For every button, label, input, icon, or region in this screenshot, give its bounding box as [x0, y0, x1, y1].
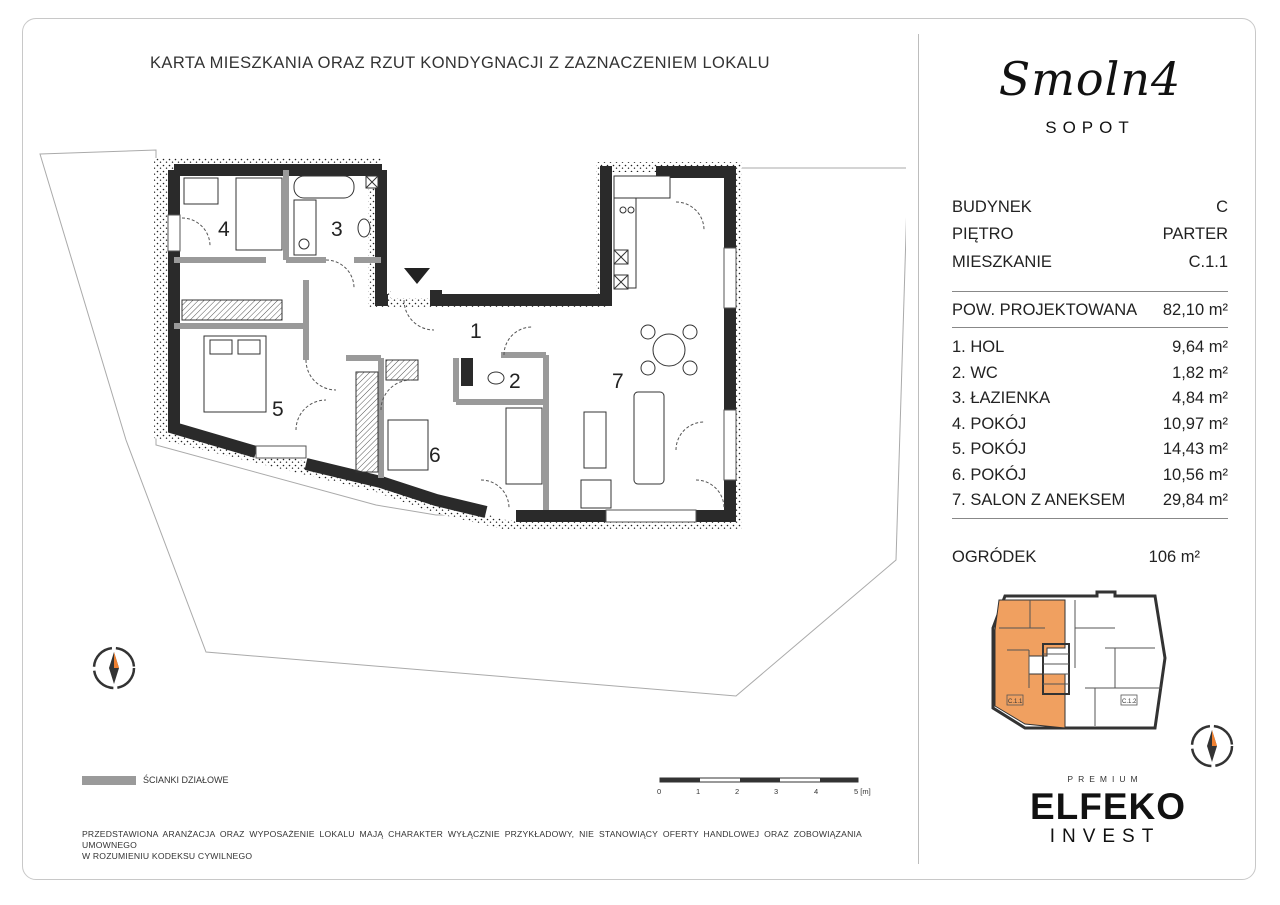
disclaimer-line-2: W ROZUMIENIU KODEKSU CYWILNEGO — [82, 851, 253, 861]
key-plan — [985, 588, 1175, 738]
detail-row-apartment: MIESZKANIE C.1.1 — [952, 253, 1228, 271]
area-total-label: POW. PROJEKTOWANA — [952, 301, 1138, 319]
scale-tick-0: 0 — [657, 787, 662, 796]
divider-1 — [952, 291, 1228, 292]
page-title: KARTA MIESZKANIA ORAZ RZUT KONDYGNACJI Z ZAZNACZENIEM LOKALU — [150, 54, 770, 72]
scale-tick-1: 1 — [696, 787, 701, 796]
divider-2 — [952, 327, 1228, 328]
column-divider — [918, 34, 919, 864]
brand-location: SOPOT — [1045, 118, 1135, 137]
floor-plan — [36, 140, 906, 700]
garden-value: 106 m² — [1148, 548, 1200, 566]
room-number-7: 7 — [612, 370, 624, 393]
room-row: 3. ŁAZIENKA 4,84 m² — [952, 389, 1228, 407]
garden-label: OGRÓDEK — [952, 548, 1037, 566]
room-number-4: 4 — [218, 218, 230, 241]
room-row: 1. HOL 9,64 m² — [952, 338, 1228, 356]
room-row: 7. SALON Z ANEKSEM 29,84 m² — [952, 491, 1228, 509]
room-row: 5. POKÓJ 14,43 m² — [952, 440, 1228, 458]
divider-3 — [952, 518, 1228, 519]
room-number-1: 1 — [470, 320, 482, 343]
room-row: 6. POKÓJ 10,56 m² — [952, 465, 1228, 484]
scale-tick-5: 5 [m] — [854, 787, 871, 796]
entrance-marker — [404, 268, 430, 284]
room-number-3: 3 — [331, 218, 343, 241]
legend-swatch — [82, 776, 136, 785]
compass-icon — [94, 648, 134, 688]
scale-tick-4: 4 — [814, 787, 819, 796]
room-number-6: 6 — [429, 444, 441, 467]
key-plan-label-c12: C.1.2 — [1122, 699, 1137, 705]
developer-premium: PREMIUM — [1067, 774, 1143, 784]
disclaimer — [82, 829, 862, 862]
developer-sub: INVEST — [1049, 826, 1161, 847]
scale-tick-3: 3 — [774, 787, 779, 796]
room-number-2: 2 — [509, 370, 521, 393]
legend-label: ŚCIANKI DZIAŁOWE — [143, 775, 229, 785]
brand-logo: Smoln4 — [998, 52, 1182, 106]
room-row: 4. POKÓJ 10,97 m² — [952, 414, 1228, 433]
area-total-value: 82,10 m² — [1162, 301, 1228, 319]
disclaimer-line-1: PRZEDSTAWIONA ARANŻACJA ORAZ WYPOSAŻENIE LOKALU MAJĄ CHARAKTER WYŁĄCZNIE PRZYKŁADOWY, NIE STANOWIĄCY OFERTY HANDLOWEJ ORAZ ZOBOWIĄZANIA UMOWNEGO — [82, 829, 862, 850]
room-row: 2. WC 1,82 m² — [952, 363, 1228, 382]
developer-logo: ELFEKO — [1030, 786, 1187, 827]
detail-row-floor: PIĘTRO PARTER — [952, 225, 1228, 243]
room-number-5: 5 — [272, 398, 284, 421]
key-plan-label-c11: C.1.1 — [1008, 699, 1023, 705]
scale-tick-2: 2 — [735, 787, 740, 796]
exterior-wall — [174, 170, 376, 176]
scale-bar — [650, 772, 880, 798]
detail-row-building: BUDYNEK C — [952, 198, 1228, 216]
compass-icon-small — [1188, 722, 1236, 770]
